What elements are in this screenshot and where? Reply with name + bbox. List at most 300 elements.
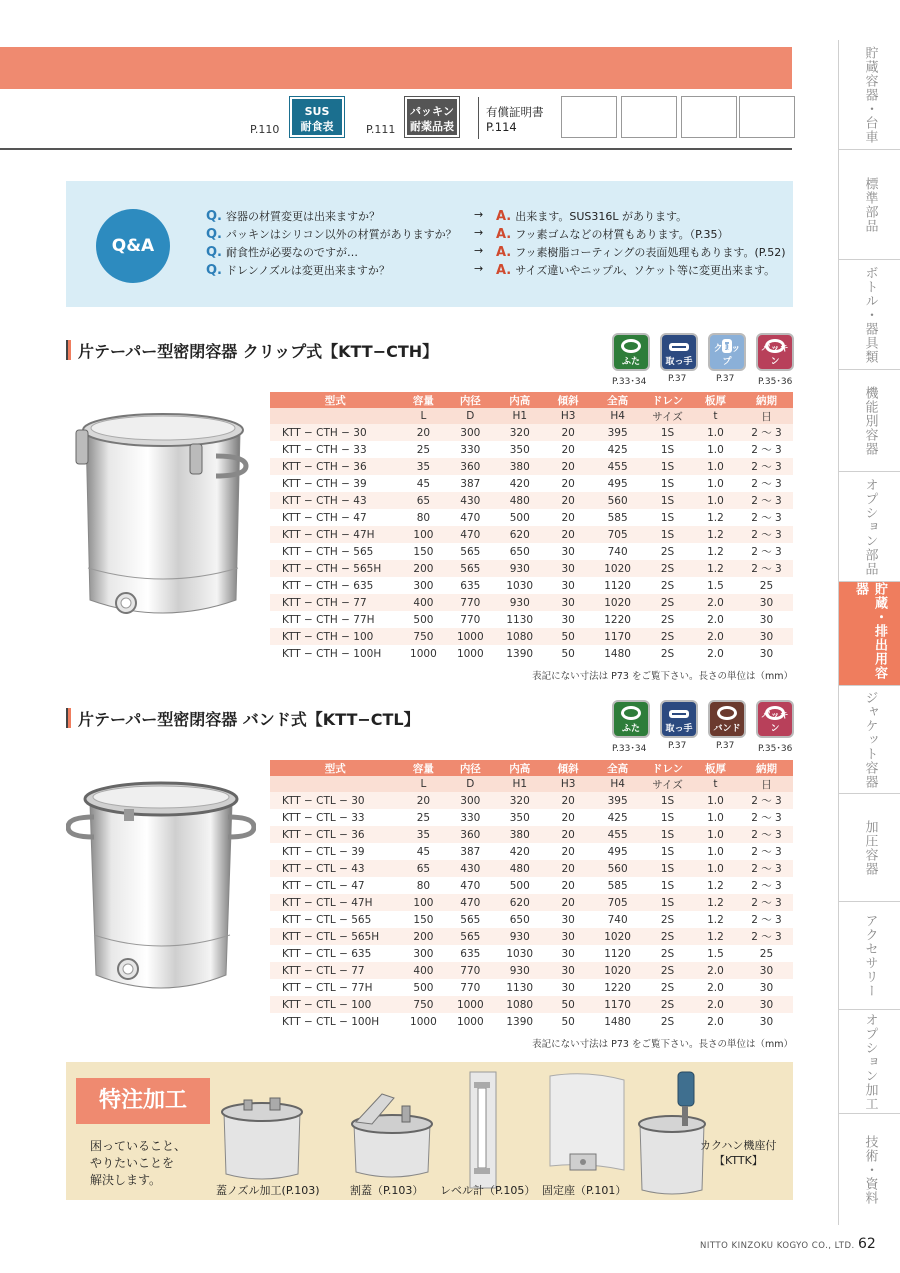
value-cell: 2S (660, 1015, 675, 1028)
value-cell: 1S (660, 511, 675, 524)
value-cell: 1.2 (691, 894, 740, 911)
value-cell: 1S (644, 424, 691, 441)
packing-ref-page: P.111 (366, 123, 396, 136)
table-note-ctl: 表記にない寸法は P73 をご覧下さい。長さの単位は（mm） (532, 1039, 793, 1050)
model-cell: KTT − CTH − 100H (282, 647, 382, 660)
table-row (270, 628, 793, 645)
model-cell: KTT − CTL − 635 (282, 947, 372, 960)
table-row (270, 560, 793, 577)
value-cell: 2S (644, 928, 691, 945)
value-cell: 2 〜 3 (740, 526, 793, 543)
value-cell: 1S (660, 811, 675, 824)
side-tab-option-processing[interactable] (839, 1010, 900, 1114)
value-cell: 380 (494, 826, 545, 843)
value-cell: 565 (460, 545, 481, 558)
col-slope: 傾斜 (545, 392, 591, 408)
table-unit-row (270, 408, 793, 424)
value-cell: 30 (759, 647, 774, 660)
value-cell: 20 (545, 792, 591, 809)
unit-cell: H4 (591, 408, 644, 424)
value-cell: 320 (494, 792, 545, 809)
value-cell: 2 〜 3 (740, 792, 793, 809)
icon-label: ふた (621, 724, 640, 734)
value-cell: 50 (545, 996, 591, 1013)
side-tab-accessory[interactable] (839, 902, 900, 1010)
qa-box (66, 181, 793, 307)
table-row (270, 826, 793, 843)
q-mark: Q. (206, 227, 222, 242)
icon-label: 取っ手 (665, 357, 693, 367)
side-tab-label: 標準部品 (862, 176, 878, 233)
value-cell: 430 (446, 492, 494, 509)
value-cell: 30 (759, 613, 774, 626)
value-cell: 400 (400, 594, 446, 611)
value-cell: 1120 (604, 947, 631, 960)
value-cell: 395 (591, 424, 644, 441)
value-cell: 2 〜 3 (740, 826, 793, 843)
value-cell: 2 〜 3 (751, 478, 782, 490)
value-cell: 1S (644, 792, 691, 809)
header-divider (478, 97, 479, 139)
packing-icon[interactable] (756, 700, 794, 738)
table-row (270, 594, 793, 611)
answer-text: 出来ます。SUS316L があります。 (515, 210, 688, 223)
header-references (0, 95, 792, 145)
question-text: 容器の材質変更は出来ますか？ (226, 210, 380, 223)
value-cell: 1S (644, 492, 691, 509)
value-cell: 1S (644, 526, 691, 543)
table-row (270, 792, 793, 809)
value-cell: 1020 (591, 962, 644, 979)
value-cell: 1S (644, 826, 691, 843)
answer-text: フッ素ゴムなどの材質もあります。（P.35） (515, 228, 729, 241)
non-applicable-badge[interactable]: 非該 (622, 97, 676, 137)
value-cell: 80 (416, 511, 431, 524)
section-title-ctl: 片テーパー型密閉容器 バンド式【KTT−CTL】 (66, 707, 420, 730)
food-sanitation-badge[interactable]: 食衛 (562, 97, 616, 137)
value-cell: 200 (400, 560, 446, 577)
value-cell: 25 (759, 947, 774, 960)
value-cell: 455 (591, 826, 644, 843)
answer-text: フッ素樹脂コーティングの表面処理もあります。(P.52) (515, 246, 786, 259)
value-cell: 300 (446, 792, 494, 809)
value-cell: 2 〜 3 (740, 928, 793, 945)
value-cell: 1.0 (707, 845, 724, 858)
unit-cell: H4 (591, 776, 644, 792)
value-cell: 1.0 (691, 492, 740, 509)
unit-cell (270, 776, 400, 792)
table-row (270, 424, 793, 441)
sus-ref-page: P.110 (250, 123, 280, 136)
value-cell: 350 (509, 811, 530, 824)
value-cell: 455 (591, 458, 644, 475)
table-row (270, 475, 793, 492)
value-cell: 20 (561, 879, 575, 892)
value-cell: 425 (607, 811, 628, 824)
value-cell: 1000 (456, 647, 484, 660)
desc-line: 困っていること、 (90, 1139, 187, 1153)
value-cell: 2.0 (707, 981, 724, 994)
section-title-cth: 片テーパー型密閉容器 クリップ式【KTT−CTH】 (66, 339, 438, 362)
value-cell: 100 (400, 526, 446, 543)
value-cell: 750 (400, 996, 446, 1013)
value-cell: 2.0 (691, 996, 740, 1013)
qa-item (206, 262, 786, 280)
value-cell: 1.0 (707, 477, 724, 490)
rohs-badge[interactable]: RoHS (740, 97, 794, 137)
value-cell: 400 (400, 962, 446, 979)
q-mark: Q. (206, 263, 222, 278)
value-cell: 30 (740, 628, 793, 645)
value-cell: 2 〜 3 (740, 894, 793, 911)
value-cell: 2 〜 3 (751, 846, 782, 858)
fixed-seat-image (546, 1070, 626, 1180)
value-cell: 500 (509, 879, 530, 892)
packing-icon[interactable] (756, 333, 794, 371)
table-row (270, 877, 793, 894)
clip-icon[interactable] (708, 333, 746, 371)
lid-icon[interactable] (612, 333, 650, 371)
value-cell: 1S (660, 477, 675, 490)
col-capacity: 容量 (400, 760, 446, 776)
value-cell: 1S (644, 458, 691, 475)
col-drain: ドレン (644, 760, 691, 776)
table-note-cth: 表記にない寸法は P73 をご覧下さい。長さの単位は（mm） (532, 671, 793, 682)
model-cell: KTT − CTL − 565H (270, 928, 400, 945)
value-cell: 30 (740, 996, 793, 1013)
value-cell: 635 (460, 579, 481, 592)
handle-icon[interactable] (660, 333, 698, 371)
lid-nozzle-tank-image (212, 1092, 312, 1182)
value-cell: 1.0 (707, 443, 724, 456)
value-cell: 2.0 (707, 613, 724, 626)
value-cell: 430 (446, 860, 494, 877)
model-cell: KTT − CTH − 36 (270, 458, 400, 475)
model-cell: KTT − CTL − 43 (270, 860, 400, 877)
value-cell: 1130 (506, 613, 534, 626)
qa-badge: Q&A (96, 209, 170, 283)
value-cell: 2S (660, 579, 675, 592)
model-cell: KTT − CTL − 33 (282, 811, 365, 824)
feature-icons-ctl (612, 700, 802, 758)
value-cell: 2 〜 3 (740, 560, 793, 577)
table-row (270, 809, 793, 826)
table-row (270, 894, 793, 911)
value-cell: 770 (460, 981, 481, 994)
value-cell: 200 (400, 928, 446, 945)
value-cell: 300 (446, 424, 494, 441)
value-cell: 1390 (506, 1015, 534, 1028)
table-row (270, 543, 793, 560)
value-cell: 2 〜 3 (740, 458, 793, 475)
col-thickness: 板厚 (691, 760, 740, 776)
table-row (270, 928, 793, 945)
icon-label: クリップ (713, 344, 741, 367)
special-processing-box (66, 1062, 793, 1200)
value-cell: 25 (759, 579, 774, 592)
value-cell: 50 (545, 628, 591, 645)
side-tab-storage-cart[interactable] (839, 40, 900, 150)
value-cell: 20 (561, 811, 575, 824)
icon-page-ref: P.37 (668, 374, 687, 384)
table-header-row (270, 392, 793, 408)
page-number: 62 (858, 1236, 876, 1252)
value-cell: 45 (416, 845, 431, 858)
caption-lid-nozzle: 蓋ノズル加工(P.103) (216, 1184, 320, 1197)
handle-icon[interactable] (660, 700, 698, 738)
value-cell: 395 (591, 792, 644, 809)
table-row (270, 441, 793, 458)
col-thickness: 板厚 (691, 392, 740, 408)
icon-page-ref: P.35･36 (758, 377, 793, 387)
value-cell: 1220 (604, 613, 631, 626)
side-tab-label: 技術・資料 (862, 1134, 878, 1205)
col-slope: 傾斜 (545, 760, 591, 776)
value-cell: 495 (607, 845, 628, 858)
icon-page-ref: P.37 (668, 741, 687, 751)
value-cell: 2S (660, 647, 675, 660)
icon-label: パッキン (761, 344, 789, 367)
value-cell: 30 (561, 579, 575, 592)
value-cell: 30 (545, 560, 591, 577)
table-row (270, 945, 793, 962)
value-cell: 30 (561, 545, 575, 558)
value-cell: 100 (400, 894, 446, 911)
value-cell: 420 (509, 845, 530, 858)
value-cell: 30 (740, 594, 793, 611)
a-mark: A. (496, 263, 512, 278)
col-inner-height: 内高 (494, 392, 545, 408)
model-cell: KTT − CTH − 565 (282, 545, 374, 558)
value-cell: 1000 (446, 996, 494, 1013)
model-cell: KTT − CTL − 565 (282, 913, 372, 926)
value-cell: 770 (460, 613, 481, 626)
icon-label: ふた (621, 357, 640, 367)
value-cell: 387 (460, 845, 481, 858)
value-cell: 1.0 (691, 826, 740, 843)
value-cell: 20 (545, 894, 591, 911)
value-cell: 470 (460, 879, 481, 892)
value-cell: 20 (545, 492, 591, 509)
table-row (270, 458, 793, 475)
value-cell: 1.5 (707, 579, 724, 592)
side-tab-option-parts[interactable] (839, 472, 900, 582)
table-row (270, 843, 793, 860)
value-cell: 1S (644, 894, 691, 911)
value-cell: 1.5 (707, 947, 724, 960)
header-rule (0, 148, 792, 150)
lid-icon[interactable] (612, 700, 650, 738)
unit-cell: L (400, 776, 446, 792)
value-cell: 585 (607, 511, 628, 524)
value-cell: 360 (446, 458, 494, 475)
model-cell: KTT − CTH − 47H (270, 526, 400, 543)
model-cell: KTT − CTL − 77 (270, 962, 400, 979)
col-model: 型式 (270, 760, 400, 776)
col-inner-diameter: 内径 (446, 392, 494, 408)
packing-badge-line1: パッキン (410, 105, 454, 118)
col-total-height: 全高 (591, 392, 644, 408)
value-cell: 1.2 (707, 879, 724, 892)
value-cell: 1000 (410, 647, 437, 660)
value-cell: 20 (561, 845, 575, 858)
value-cell: 1000 (446, 628, 494, 645)
side-tab-pressure[interactable] (839, 794, 900, 902)
table-row (270, 962, 793, 979)
value-cell: 740 (607, 913, 628, 926)
value-cell: 80 (416, 879, 431, 892)
model-cell: KTT − CTH − 635 (282, 579, 374, 592)
table-row (270, 911, 793, 928)
caption-split-lid: 割蓋（P.103） (350, 1184, 424, 1197)
unit-cell: t (691, 776, 740, 792)
value-cell: 2.0 (691, 628, 740, 645)
value-cell: 425 (607, 443, 628, 456)
model-cell: KTT − CTL − 47 (282, 879, 365, 892)
value-cell: 1170 (591, 996, 644, 1013)
material-cert-badge[interactable]: 材証 (682, 97, 736, 137)
value-cell: 350 (509, 443, 530, 456)
model-cell: KTT − CTH − 77 (270, 594, 400, 611)
icon-label: 取っ手 (665, 724, 693, 734)
sus-corrosion-table-badge[interactable] (290, 97, 344, 137)
side-tab-storage-discharge[interactable] (839, 582, 900, 686)
value-cell: 20 (561, 477, 575, 490)
value-cell: 1480 (604, 647, 631, 660)
q-mark: Q. (206, 245, 222, 260)
value-cell: 30 (545, 594, 591, 611)
side-tab-bottles[interactable] (839, 260, 900, 370)
value-cell: 330 (460, 443, 481, 456)
value-cell: 930 (494, 594, 545, 611)
packing-chemical-table-badge[interactable] (405, 97, 459, 137)
col-delivery: 納期 (740, 760, 793, 776)
model-cell: KTT − CTL − 39 (282, 845, 365, 858)
model-cell: KTT − CTH − 39 (282, 477, 367, 490)
value-cell: 2 〜 3 (751, 546, 782, 558)
table-row (270, 577, 793, 594)
value-cell: 1120 (604, 579, 631, 592)
a-mark: A. (496, 245, 512, 260)
sus-badge-line1: SUS (304, 105, 330, 118)
tank-band-type-image (66, 775, 256, 1005)
table-row (270, 492, 793, 509)
value-cell: 770 (446, 962, 494, 979)
side-tab-functional[interactable] (839, 370, 900, 472)
value-cell: 50 (561, 647, 575, 660)
arrow-icon: → (474, 226, 484, 239)
value-cell: 480 (494, 860, 545, 877)
model-cell: KTT − CTL − 100 (270, 996, 400, 1013)
qa-item (206, 208, 786, 226)
value-cell: 65 (400, 492, 446, 509)
side-tab-label: 機能別容器 (862, 385, 878, 456)
value-cell: 30 (545, 928, 591, 945)
side-tab-technical[interactable] (839, 1114, 900, 1225)
value-cell: 1.2 (691, 526, 740, 543)
level-gauge-image (464, 1070, 504, 1190)
table-row (270, 979, 793, 996)
value-cell: 500 (509, 511, 530, 524)
value-cell: 20 (545, 458, 591, 475)
band-icon[interactable] (708, 700, 746, 738)
icon-label: パッキン (761, 711, 789, 734)
value-cell: 1000 (456, 1015, 484, 1028)
value-cell: 25 (416, 443, 431, 456)
value-cell: 650 (509, 545, 530, 558)
caption-agitator (700, 1138, 776, 1168)
value-cell: 565 (460, 913, 481, 926)
side-tab-jacket[interactable] (839, 686, 900, 794)
desc-line: やりたいことを (90, 1156, 175, 1170)
split-lid-tank-image (342, 1088, 442, 1178)
packing-badge-line2: 耐薬品表 (410, 120, 454, 133)
value-cell: 500 (413, 981, 434, 994)
spec-table-ctl (270, 760, 793, 1030)
value-cell: 2S (644, 560, 691, 577)
value-cell: 35 (400, 826, 446, 843)
value-cell: 1020 (591, 560, 644, 577)
value-cell: 2S (660, 981, 675, 994)
value-cell: 495 (607, 477, 628, 490)
value-cell: 1.2 (707, 913, 724, 926)
value-cell: 30 (759, 981, 774, 994)
value-cell: 1S (660, 879, 675, 892)
value-cell: 2 〜 3 (751, 880, 782, 892)
model-cell: KTT − CTL − 100H (282, 1015, 380, 1028)
value-cell: 20 (545, 826, 591, 843)
value-cell: 560 (591, 492, 644, 509)
top-color-band (0, 47, 792, 89)
table-row (270, 509, 793, 526)
unit-cell: H3 (545, 408, 591, 424)
value-cell: 2S (660, 545, 675, 558)
q-mark: Q. (206, 209, 222, 224)
feature-icons-cth (612, 333, 802, 391)
value-cell: 1030 (506, 947, 534, 960)
value-cell: 2 〜 3 (751, 444, 782, 456)
model-cell: KTT − CTH − 43 (270, 492, 400, 509)
desc-line: 解決します。 (90, 1173, 162, 1187)
value-cell: 20 (561, 443, 575, 456)
agitator-line2: 【KTTK】 (714, 1154, 763, 1167)
value-cell: 1S (644, 860, 691, 877)
table-unit-row (270, 776, 793, 792)
side-tab-standard-parts[interactable] (839, 150, 900, 260)
col-inner-diameter: 内径 (446, 760, 494, 776)
value-cell: 300 (413, 947, 434, 960)
unit-cell: H1 (494, 408, 545, 424)
value-cell: 705 (591, 526, 644, 543)
value-cell: 565 (446, 928, 494, 945)
value-cell: 635 (460, 947, 481, 960)
value-cell: 2 〜 3 (740, 860, 793, 877)
value-cell: 1.0 (691, 860, 740, 877)
special-processing-badge: 特注加工 (76, 1078, 210, 1124)
value-cell: 2 〜 3 (751, 512, 782, 524)
cert-line2: P.114 (486, 120, 517, 134)
value-cell: 2S (644, 962, 691, 979)
value-cell: 30 (759, 1015, 774, 1028)
value-cell: 480 (494, 492, 545, 509)
spec-table-cth (270, 392, 793, 662)
value-cell: 2.0 (707, 647, 724, 660)
unit-cell (270, 408, 400, 424)
side-tab-label: 貯蔵・排出用容器 (853, 582, 887, 680)
col-capacity: 容量 (400, 392, 446, 408)
value-cell: 500 (413, 613, 434, 626)
value-cell: 2S (644, 996, 691, 1013)
